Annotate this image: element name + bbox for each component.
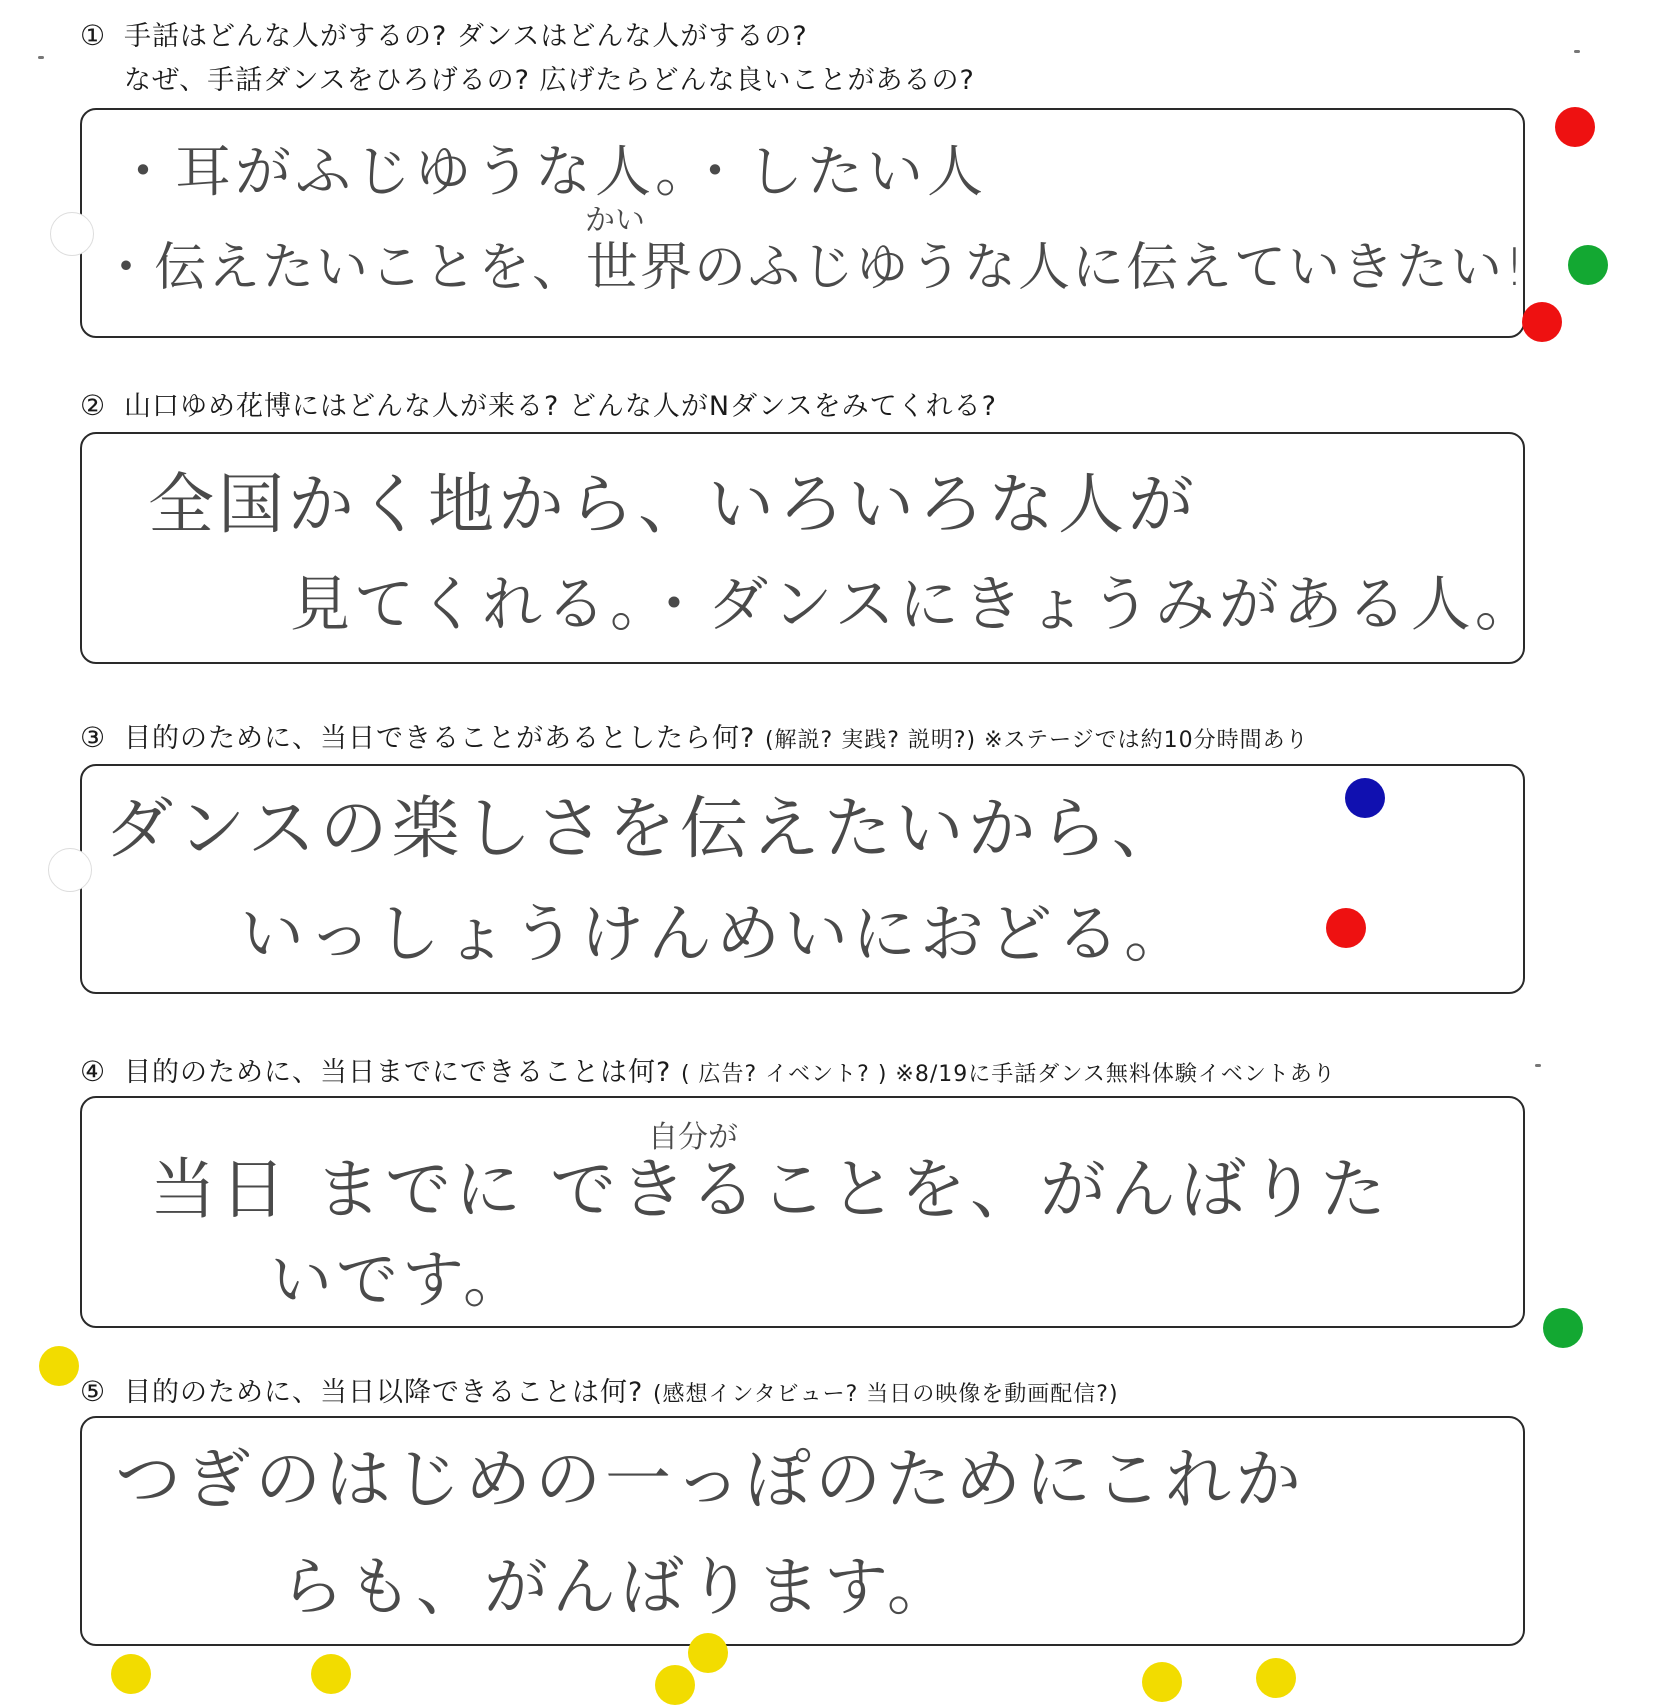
question-note: (解説? 実践? 説明?) ※ステージでは約10分時間あり xyxy=(764,728,1309,753)
yellow-sticker-dot xyxy=(655,1665,695,1705)
yellow-sticker-dot xyxy=(311,1654,351,1694)
green-sticker-dot xyxy=(1568,245,1608,285)
question-3 xyxy=(80,716,1309,763)
answer-1-ruby: かい xyxy=(585,203,645,238)
yellow-sticker-dot xyxy=(39,1346,79,1386)
answer-4-line-1: 当日 までに できることを、がんばりた xyxy=(150,1151,1390,1228)
question-2 xyxy=(80,384,997,429)
red-sticker-dot xyxy=(1326,908,1366,948)
green-sticker-dot xyxy=(1543,1308,1583,1348)
red-sticker-dot xyxy=(1522,302,1562,342)
answer-5-line-2: らも、がんばります。 xyxy=(280,1551,955,1625)
yellow-sticker-dot xyxy=(111,1654,151,1694)
question-text-line2: なぜ、手話ダンスをひろげるの? 広げたらどんな良いことがあるの? xyxy=(124,65,975,96)
question-text: 目的のために、当日以降できることは何? xyxy=(124,1377,644,1408)
punch-hole xyxy=(48,848,92,892)
yellow-sticker-dot xyxy=(1142,1662,1182,1702)
punch-hole xyxy=(50,212,94,256)
question-text: 目的のために、当日できることがあるとしたら何? xyxy=(124,723,756,754)
question-5 xyxy=(80,1370,1119,1417)
question-text: 山口ゆめ花博にはどんな人が来る? どんな人がNダンスをみてくれる? xyxy=(124,391,997,422)
question-number: ① xyxy=(80,19,107,52)
answer-1-line-1: ・耳がふじゆうな人。・したい人 xyxy=(115,140,987,205)
scan-speck xyxy=(1535,1064,1541,1067)
answer-4-ruby: 自分が xyxy=(648,1120,738,1155)
answer-4-line-2: いです。 xyxy=(270,1243,530,1316)
question-number: ⑤ xyxy=(80,1375,107,1408)
blue-sticker-dot xyxy=(1345,778,1385,818)
question-1 xyxy=(80,14,975,103)
scan-speck xyxy=(1574,50,1580,53)
question-number: ④ xyxy=(80,1055,107,1088)
answer-3-line-2: いっしょうけんめいにおどる。 xyxy=(240,898,1192,972)
answer-1-line-2: ・伝えたいことを、世界のふじゆうな人に伝えていきたい! xyxy=(100,238,1527,298)
question-note: ( 広告? イベント? ) ※8/19に手話ダンス無料体験イベントあり xyxy=(680,1062,1336,1087)
question-note: (感想インタビュー? 当日の映像を動画配信?) xyxy=(652,1382,1119,1407)
answer-2-line-2: 見てくれる。・ダンスにきょうみがある人。 xyxy=(290,570,1539,640)
red-sticker-dot xyxy=(1555,107,1595,147)
question-text: 手話はどんな人がするの? ダンスはどんな人がするの? xyxy=(124,21,808,52)
question-text: 目的のために、当日までにできることは何? xyxy=(124,1057,672,1088)
scan-speck xyxy=(38,56,44,59)
yellow-sticker-dot xyxy=(1256,1658,1296,1698)
answer-2-line-1: 全国かく地から、いろいろな人が xyxy=(148,466,1198,543)
question-number: ③ xyxy=(80,721,107,754)
yellow-sticker-dot xyxy=(688,1633,728,1673)
question-number: ② xyxy=(80,389,107,422)
question-4 xyxy=(80,1050,1336,1097)
answer-3-line-1: ダンスの楽しさを伝えたいから、 xyxy=(105,790,1184,869)
answer-5-line-1: つぎのはじめの一っぽのためにこれか xyxy=(115,1441,1305,1518)
